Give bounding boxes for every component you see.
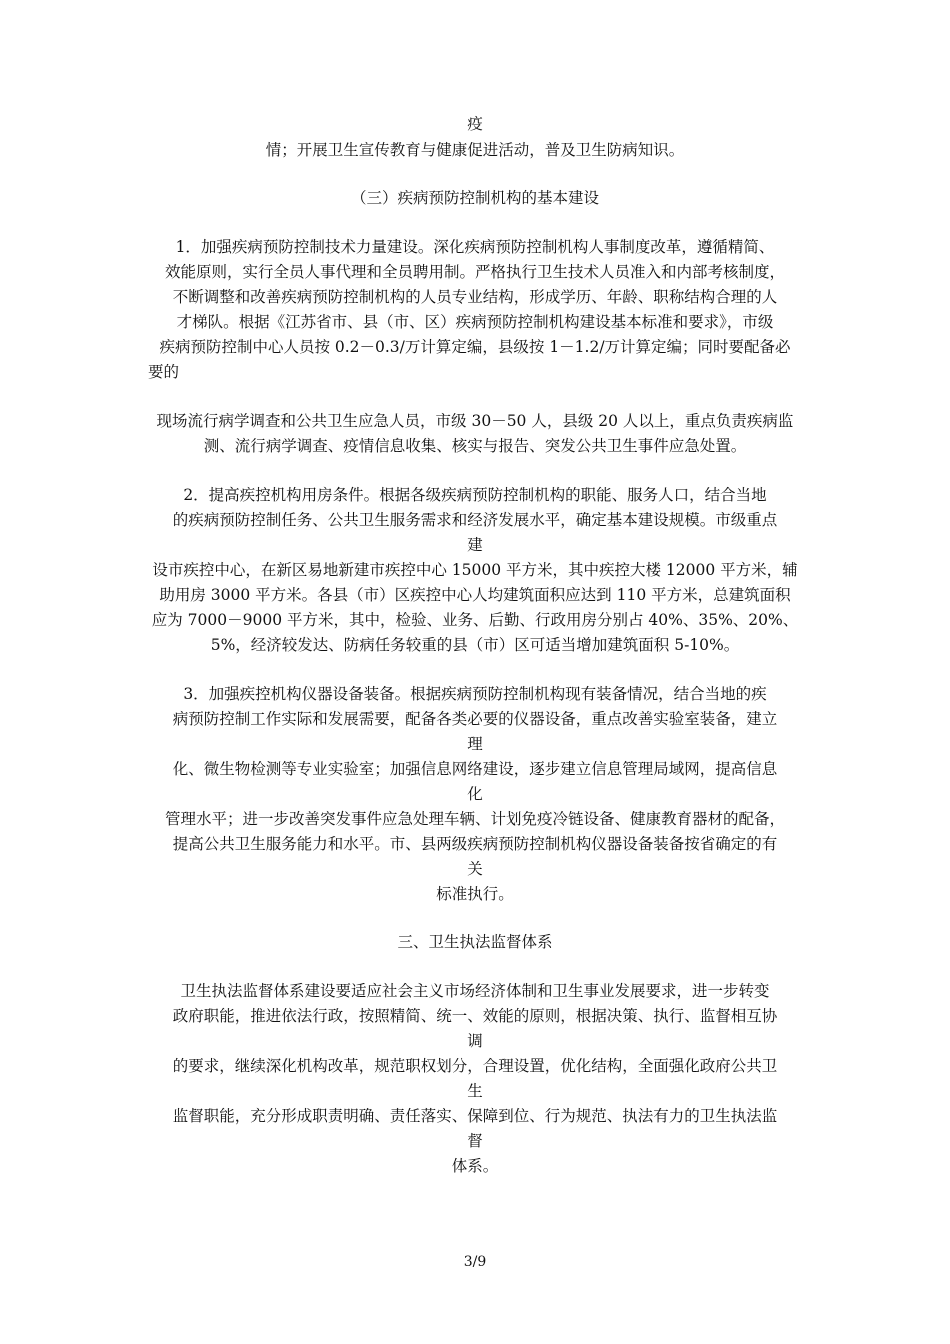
text-line: 体系。 (451, 1157, 499, 1175)
text-line: 的要求，继续深化机构改革，规范职权划分，合理设置，优化结构，全面强化政府公共卫 (172, 1057, 778, 1075)
text-line: 才梯队。根据《江苏省市、县（市、区）疾病预防控制机构建设基本标准和要求》，市级 (176, 313, 774, 331)
text-line: 1．加强疾病预防控制技术力量建设。深化疾病预防控制机构人事制度改革，遵循精简、 (175, 238, 775, 256)
text-line: 建 (467, 536, 483, 554)
page-number: 3/9 (463, 1254, 487, 1270)
text-line: 化、微生物检测等专业实验室；加强信息网络建设，逐步建立信息管理局域网，提高信息 (172, 760, 778, 778)
text-line: 卫生执法监督体系建设要适应社会主义市场经济体制和卫生事业发展要求，进一步转变 (180, 982, 770, 1000)
text-line: 效能原则，实行全员人事代理和全员聘用制。严格执行卫生技术人员准入和内部考核制度， (164, 263, 785, 281)
text-line: 应为 7000－9000 平方米，其中，检验、业务、后勤、行政用房分别占 40%、35%、20%、 (151, 611, 799, 629)
text-line: 设市疾控中心，在新区易地新建市疾控中心 15000 平方米，其中疾控大楼 12000 平方米，辅 (152, 561, 798, 579)
text-line: 监督职能，充分形成职责明确、责任落实、保障到位、行为规范、执法有力的卫生执法监 (172, 1107, 778, 1125)
text-line: 标准执行。 (436, 885, 514, 903)
text-line: 5%，经济较发达、防病任务较重的县（市）区可适当增加建筑面积 5-10%。 (210, 636, 740, 654)
text-line: 政府职能，推进依法行政，按照精简、统一、效能的原则，根据决策、执行、监督相互协 (172, 1007, 778, 1025)
text-line: 情；开展卫生宣传教育与健康促进活动，普及卫生防病知识。 (265, 141, 685, 159)
text-line: 化 (467, 785, 483, 803)
text-line: 疾病预防控制中心人员按 0.2－0.3/万计算定编，县级按 1－1.2/万计算定编；同时要配备必 (159, 338, 791, 356)
text-line: 3．加强疾控机构仪器设备装备。根据疾病预防控制机构现有装备情况，结合当地的疾 (183, 685, 767, 703)
text-line: 关 (467, 860, 483, 878)
text-line: 2．提高疾控机构用房条件。根据各级疾病预防控制机构的职能、服务人口，结合当地 (183, 486, 767, 504)
text-line: 调 (467, 1032, 483, 1050)
text-line: 现场流行病学调查和公共卫生应急人员，市级 30－50 人，县级 20 人以上，重点负责疾病监 (156, 412, 794, 430)
text-line: 病预防控制工作实际和发展需要，配备各类必要的仪器设备，重点改善实验室装备，建立 (172, 710, 778, 728)
text-line: 要的 (148, 363, 180, 381)
text-line: 理 (467, 735, 483, 753)
section-heading: （三）疾病预防控制机构的基本建设 (350, 189, 599, 207)
text-line: 督 (467, 1132, 483, 1150)
text-line: 测、流行病学调查、疫情信息收集、核实与报告、突发公共卫生事件应急处置。 (203, 437, 747, 455)
text-line: 的疾病预防控制任务、公共卫生服务需求和经济发展水平，确定基本建设规模。市级重点 (172, 511, 778, 529)
text-line: 不断调整和改善疾病预防控制机构的人员专业结构，形成学历、年龄、职称结构合理的人 (172, 288, 778, 306)
text-line: 疫 (467, 115, 483, 133)
text-line: 提高公共卫生服务能力和水平。市、县两级疾病预防控制机构仪器设备装备按省确定的有 (172, 835, 778, 853)
text-line: 生 (467, 1082, 483, 1100)
section-heading: 三、卫生执法监督体系 (397, 933, 553, 951)
text-line: 助用房 3000 平方米。各县（市）区疾控中心人均建筑面积应达到 110 平方米，总建筑面积 (159, 586, 791, 604)
text-line: 管理水平；进一步改善突发事件应急处理车辆、计划免疫冷链设备、健康教育器材的配备， (164, 810, 785, 828)
